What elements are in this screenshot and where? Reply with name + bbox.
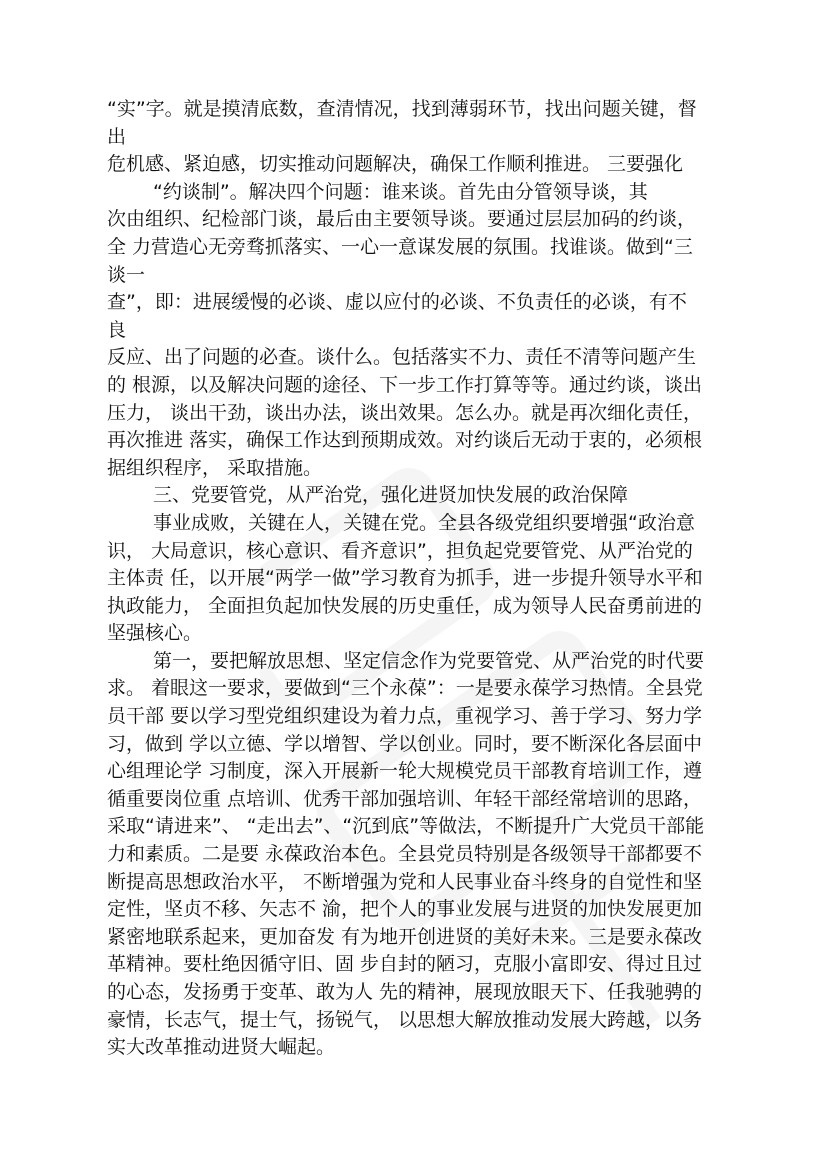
text-line: 心组理论学 习制度，深入开展新一轮大规模党员干部教育培训工作，遵 — [107, 760, 703, 783]
text-line: 反应、出了问题的必查。谈什么。包括落实不力、责任不清等问题产生 — [107, 346, 697, 369]
text-line: 定性，坚贞不移、矢志不 渝，把个人的事业发展与进贤的加快发展更加 — [107, 898, 703, 921]
text-line: 主体责 任，以开展“两学一做”学习教育为抓手，进一步提升领导水平和 — [107, 567, 703, 590]
text-line: “约谈制”。解决四个问题：谁来谈。首先由分管领导谈，其 — [153, 180, 648, 203]
text-line: 谈一 — [107, 263, 146, 286]
text-line: 压力， 谈出干劲，谈出办法，谈出效果。怎么办。就是再次细化责任， — [107, 401, 703, 424]
text-line: 员干部 要以学习型党组织建设为着力点，重视学习、善于学习、努力学 — [107, 705, 703, 728]
text-line: 据组织程序， 采取措施。 — [107, 456, 323, 479]
text-line: 识， 大局意识，核心意识、看齐意识”，担负起党要管党、从严治党的 — [107, 539, 693, 562]
text-line: 力和素质。二是要 永葆政治本色。全县党员特别是各级领导干部都要不 — [107, 843, 703, 866]
text-line: 求。 着眼这一要求，要做到“三个永葆”：一是要永葆学习热情。全县党 — [107, 677, 703, 700]
text-line: 次由组织、纪检部门谈，最后由主要领导谈。要通过层层加码的约谈， — [107, 208, 697, 231]
text-line: 查”，即：进展缓慢的必谈、虚以应付的必谈、不负责任的必谈，有不 — [107, 291, 687, 314]
text-line: 执政能力， 全面担负起加快发展的历史重任，成为领导人民奋勇前进的 — [107, 594, 703, 617]
text-line: 出 — [107, 125, 127, 148]
text-line: 全 力营造心无旁骛抓落实、一心一意谋发展的氛围。找谁谈。做到“三 — [107, 235, 693, 258]
text-line: 的心态，发扬勇于变革、敢为人 先的精神，展现放眼天下、任我驰骋的 — [107, 981, 703, 1003]
text-line: 断提高思想政治水平， 不断增强为党和人民事业奋斗终身的自觉性和坚 — [107, 870, 703, 893]
text-line: 循重要岗位重 点培训、优秀干部加强培训、年轻干部经常培训的思路， — [107, 787, 703, 810]
text-line: 习，做到 学以立德、学以增智、学以创业。同时，要不断深化各层面中 — [107, 732, 703, 755]
text-line: 豪情，长志气，提士气，扬锐气， 以思想大解放推动发展大跨越，以务 — [107, 1008, 703, 1031]
text-line: 采取“请进来”、 “走出去”、“沉到底”等做法，不断提升广大党员干部能 — [107, 815, 705, 838]
text-line: 第一，要把解放思想、坚定信念作为党要管党、从严治党的时代要 — [153, 649, 705, 672]
text-line: 坚强核心。 — [107, 622, 203, 645]
text-line: 事业成败，关键在人，关键在党。全县各级党组织要增强“政治意 — [153, 511, 695, 534]
text-line: 良 — [107, 318, 127, 341]
text-line: 再次推进 落实，确保工作达到预期成效。对约谈后无动于衷的，必须根 — [107, 429, 703, 452]
text-line: 的 根源，以及解决问题的途径、下一步工作打算等等。通过约谈，谈出 — [107, 373, 703, 396]
body-text — [107, 96, 737, 1062]
text-line: 三、党要管党，从严治党，强化进贤加快发展的政治保障 — [153, 484, 629, 507]
text-line: 革精神。要杜绝因循守旧、固 步自封的陋习，克服小富即安、得过且过 — [107, 953, 703, 976]
text-line: 紧密地联系起来，更加奋发 有为地开创进贤的美好未来。三是要永葆改 — [107, 925, 703, 948]
text-line: 实大改革推动进贤大崛起。 — [107, 1036, 336, 1059]
text-line: 危机感、紧迫感，切实推动问题解决，确保工作顺利推进。 三要强化 — [107, 153, 684, 176]
text-line: “实”字。就是摸清底数，查清情况，找到薄弱环节，找出问题关键，督 — [107, 98, 697, 120]
